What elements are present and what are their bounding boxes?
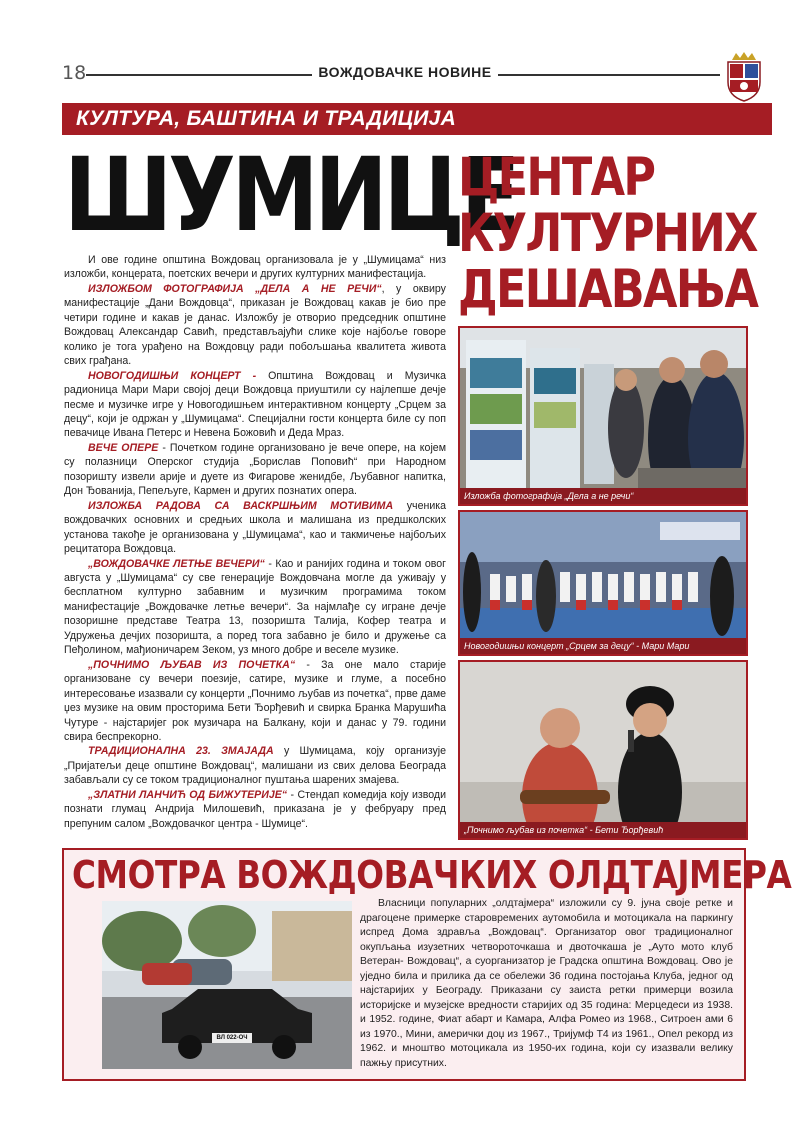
header-rule-left [86,74,312,76]
paragraph-highlight: „ПОЧНИМО ЉУБАВ ИЗ ПОЧЕТКА“ [88,658,296,671]
exhibition-caption: Изложба фотографија „Дела а не речи“ [460,488,746,504]
page-number: 18 [62,62,87,84]
oldtimer-article [360,897,733,1071]
exhibition-photo [458,326,748,506]
concert-caption: Новогодишњи концерт „Срцем за децу“ - Мари Мари [460,638,746,654]
coat-of-arms-icon [724,50,764,102]
article-paragraph: ИЗЛОЖБА РАДОВА СА ВАСКРШЊИМ МОТИВИМА ученика вождовачких основних и средњих школа и малишана из предшколских установа такође је организована у „Шумицама“, као и такмичење најбољих рецитатора Вождовца. [64,499,446,556]
paragraph-highlight: ИЗЛОЖБА РАДОВА СА ВАСКРШЊИМ МОТИВИМА [88,499,394,512]
license-plate: ВЛ 022-ОЧ [216,1035,248,1041]
article-paragraph: „ПОЧНИМО ЉУБАВ ИЗ ПОЧЕТКА“ - За оне мало старије организоване су вечери поезије, сатире, музике и глуме, а посебно интересовање изазвали су концерти „Почнимо љубав из почетка“, прве даме џез музике на овим просторима Бети Ђорђевић и свирка Бранка Марушића Чутуре - најстаријег рок музичара на Балкану, који и данас у 79. години свира беспрекорно. [64,658,446,743]
article-paragraph: ИЗЛОЖБОМ ФОТОГРАФИЈА „ДЕЛА А НЕ РЕЧИ“, у оквиру манифестације „Дани Вождовца“, приказан је Вождовац какав је био пре четири године и какав је данас. Изложбу је отворио председник општине Вождовац Александар Савић, представљајући слике које најбоље говоре колико је тога урађено на Вождовцу ради побољшања квалитета живота свих грађана. [64,282,446,368]
paragraph-highlight: НОВОГОДИШЊИ КОНЦЕРТ - [88,369,257,382]
oldtimer-title: СМОТРА ВОЖДОВАЧКИХ ОЛДТАЈМЕРА [72,853,792,897]
oldtimer-photo [102,901,352,1069]
article-paragraph: ТРАДИЦИОНАЛНА 23. ЗМАЈАДА у Шумицама, коју организује „Пријатељи деце општине Вождовац“, малишани из свих делова Београда забављали су се током традиционалног пуштања шарених змајева. [64,745,446,787]
beti-photo [458,660,748,840]
article-paragraph: ВЕЧЕ ОПЕРЕ - Почетком године организовано је вече опере, на којем су полазници Оперског студија „Борислав Поповић“ при Народном позоришту извели арије и дуете из Фигарове женидбе, Љубавног напитка, Дон Ђованија, Пепељуге, Кармен и других познатих опера. [64,441,446,498]
article-body [64,253,446,831]
headline-sub-line-2: КУЛТУРНИХ [458,203,757,264]
paragraph-highlight: „ЗЛАТНИ ЛАНЧИЋ ОД БИЖУТЕРИЈЕ“ [88,788,288,801]
headline-sub-line-1: ЦЕНТАР [458,147,655,208]
oldtimer-paragraph: Власници популарних „олдтајмера“ изложили су 9. јуна своје ретке и драгоцене примерке старовремених аутомобила и мотоцикала на паркингу испред Дома здравља „Вождовац“. Организатор овог традиционалног окупљања изузетних четвороточкаша и двоточкаша је „Ауто мото клуб Ветеран- Вождовац“, а суорганизатор је Градска општина Вождовац. Ово је уједно била и прилика да се обележи 36 година постојања Клуба, једног од најстаријих у Београду. Приказани су заиста ретки примерци возила историјске и музејске вредности старијих од 35 година: Мерцедеси из 1938. и 1952. године, Фиат абарт и Камара, Алфа Ромео из 1968., Ситроен ами 6 из 1970., Мини, амерички доџ из 1967., Тријумф Т4 из 1961., Опел рекорд из 1962. и мноштво мотоцикала из 1950-их година, који су изазвали велику пажњу присутних. [360,898,733,1069]
newspaper-name: ВОЖДОВАЧКЕ НОВИНЕ [318,64,492,80]
concert-photo [458,510,748,656]
paragraph-highlight: ТРАДИЦИОНАЛНА 23. ЗМАЈАДА [88,745,274,758]
headline-main: ШУМИЦЕ [64,136,517,255]
article-paragraph: „ВОЖДОВАЧКЕ ЛЕТЊЕ ВЕЧЕРИ“ - Као и ранијих година и током овог августа у „Шумицама“ су све генерације Вождовчана могле да уживају у бесплатном културно забавним и музичким програмима током манифестације „Вождовачке летње вечери“. За најмлађе су игране дечје позоришне представе Театра 13, позоришта Талија, Кофер театра и Удружења дечјих позоришта, а поред тога забавно је било и дружење са Пеђолином, мађионичарем Зеком, уз много добре и веселе музике. [64,557,446,657]
headline-sub-line-3: ДЕШАВАЊА [458,259,758,320]
paragraph-highlight: „ВОЖДОВАЧКЕ ЛЕТЊЕ ВЕЧЕРИ“ [88,557,265,570]
article-paragraph: „ЗЛАТНИ ЛАНЧИЋ ОД БИЖУТЕРИЈЕ“ - Стендап комедија коју изводи познати глумац Андрија Милошевић, приказана је у фебруару пред препуним салом „Вождовачког центра - Шумице“. [64,788,446,830]
paragraph-highlight: ИЗЛОЖБОМ ФОТОГРАФИЈА „ДЕЛА А НЕ РЕЧИ“ [88,282,382,295]
article-paragraph: И ове године општина Вождовац организовала је у „Шумицама“ низ изложби, концерата, поетских вечери и других културних манифестација. [64,254,446,281]
headline-sub [458,147,758,320]
article-paragraph: НОВОГОДИШЊИ КОНЦЕРТ - Општина Вождовац и Музичка радионица Мари Мари својој деци Вождовца приуштили су најлепше дечје песме и музичке игре у Новогодишњем интерактивном концерту „Срцем за децу“, који је одржан у „Шумицама“. Специјални гости концерта биле су поп певачице Ивана Петерс и Невена Божовић и Деда Мраз. [64,369,446,440]
beti-caption: „Почнимо љубав из почетка“ - Бети Ђорђевић [460,822,746,838]
paragraph-highlight: ВЕЧЕ ОПЕРЕ [88,441,159,454]
section-banner [62,103,772,135]
section-title: КУЛТУРА, БАШТИНА И ТРАДИЦИЈА [76,107,457,130]
header-rule-right [498,74,720,76]
